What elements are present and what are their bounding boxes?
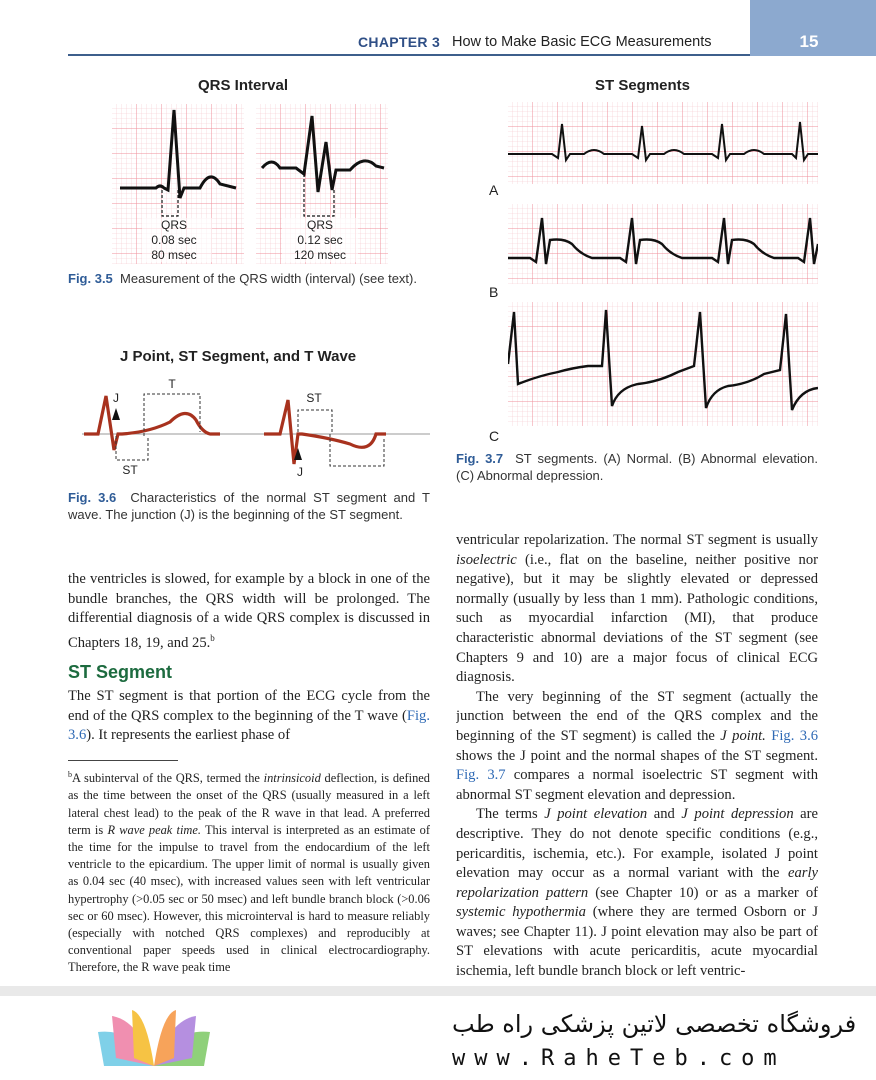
fig36-caption-text: Characteristics of the normal ST segment and T wave. The junction (J) is the beginning of the ST segment. bbox=[68, 490, 430, 522]
fig35-left-qrs: QRS bbox=[160, 218, 188, 232]
fig36-label-st2: ST bbox=[306, 391, 322, 405]
fig37-panel-b bbox=[508, 204, 818, 284]
right-p3-em4: systemic hypothermia bbox=[456, 904, 586, 921]
right-p3-d: (see Chapter 10) or as a marker of bbox=[588, 884, 818, 901]
right-p1-em: isoelectric bbox=[456, 551, 517, 568]
fig37-link[interactable]: Fig. 3.7 bbox=[456, 767, 506, 784]
fig35-right-ecg bbox=[256, 104, 388, 264]
right-para1 bbox=[456, 531, 818, 688]
right-p3-em1: J point elevation bbox=[544, 806, 648, 823]
right-p2-em: J point. bbox=[720, 727, 766, 744]
fig36-link-2[interactable]: Fig. 3.6 bbox=[771, 727, 818, 744]
page-number: 15 bbox=[799, 32, 819, 51]
fig35-left-msec: 80 msec bbox=[151, 248, 197, 262]
watermark-persian: فروشگاه تخصصی لاتین پزشکی راه طب bbox=[452, 1010, 857, 1038]
fig37-label-a: A bbox=[489, 182, 499, 198]
footnote-b: deflection, is defined as the time between the onset of the QRS (usually measured in a left lateral chest lead) to the peak of the R wave in that lead. A preferred term is bbox=[68, 771, 430, 837]
right-p2-a: The very beginning of the ST segment (actually the junction between the end of the QRS complex and the beginning of the ST segment) is called the bbox=[456, 688, 818, 744]
fig35-right-sec: 0.12 sec bbox=[297, 233, 343, 247]
left-para2-a: The ST segment is that portion of the ECG cycle from the end of the QRS complex to the beginning of the T wave ( bbox=[68, 688, 430, 724]
right-p3-e: (where they are termed Osborn or J waves; see Chapter 11). J point elevation may also be part of ST elevations with acute pericarditis, acute myocardial ischemia, left bundle branch block or left ventric- bbox=[456, 904, 818, 980]
right-p2-b: shows the J point and the normal shapes of the ST segment. bbox=[456, 747, 818, 764]
watermark-url: www.RaheTeb.com bbox=[452, 1046, 786, 1071]
fig37-panel-c bbox=[508, 302, 818, 426]
fig35-right-msec: 120 msec bbox=[293, 248, 347, 262]
left-para2 bbox=[68, 687, 430, 746]
fig36-title: J Point, ST Segment, and T Wave bbox=[120, 348, 357, 365]
fig35-left-sec: 0.08 sec bbox=[151, 233, 197, 247]
fig36-caption-label: Fig. 3.6 bbox=[68, 490, 117, 505]
header-rule bbox=[68, 54, 750, 56]
fig37-caption bbox=[456, 450, 818, 484]
fig35-caption-label: Fig. 3.5 bbox=[68, 271, 113, 286]
footnote-em2: R wave peak time. bbox=[107, 822, 201, 837]
right-p3-em3: early repolarization pattern bbox=[456, 865, 818, 901]
fig36-label-t: T bbox=[168, 377, 176, 391]
fig36-label-st1: ST bbox=[122, 463, 138, 477]
right-p1-a: ventricular repolarization. The normal ST segment is usually bbox=[456, 532, 818, 548]
left-para1-text: the ventricles is slowed, for example by a block in one of the bundle branches, the QRS width will be prolonged. The differential diagnosis of a wide QRS complex is discussed in Chapters 18, 19, and 25. bbox=[68, 571, 430, 651]
fig35-title: QRS Interval bbox=[198, 77, 289, 94]
right-p1-b: (i.e., flat on the baseline, neither positive nor negative), but it may be slightly elevated or depressed normally (usually by less than 1 mm). Pathologic conditions, such as myocardial infarction (MI), that produce characteristic abnormal deviations of the ST segment (see Chapters 9 and 10) are a major focus of clinical ECG diagnosis. bbox=[456, 551, 818, 686]
fig37-label-c: C bbox=[489, 428, 500, 444]
right-para2 bbox=[456, 688, 818, 806]
fig36-caption bbox=[68, 489, 430, 523]
book-logo-icon bbox=[94, 1008, 214, 1072]
fig37-caption-text: ST segments. (A) Normal. (B) Abnormal elevation. (C) Abnormal depression. bbox=[456, 451, 818, 483]
right-para3 bbox=[456, 805, 818, 981]
footnote-a: A subinterval of the QRS, termed the bbox=[72, 771, 264, 786]
right-column bbox=[456, 531, 818, 993]
left-para2-b: ). It represents the earliest phase of bbox=[86, 727, 291, 744]
right-p3-c: are descriptive. They do not denote specific conditions (e.g., pericarditis, ischemia, etc.). For example, isolated J point elevation may occur as a normal variant with the bbox=[456, 806, 818, 882]
fig35-right-qrs: QRS bbox=[306, 218, 334, 232]
fig37-title: ST Segments bbox=[595, 77, 691, 94]
footnote-c: This interval is interpreted as an estimate of the time for the impulse to travel from the endocardium of the left ventricle to the epicardium. The upper limit of normal is usually given as 0.04 sec (40 msec), with increased values seen with left ventricular hypertrophy (>0.05 sec or 50 msec) and left bundle branch block (>0.06 sec or 60 msec). However, this microinterval is hard to measure reliably (especially with notched QRS complexes) and reproducibly at conventional paper speeds used in clinical electrocardiography. Therefore, the R wave peak time bbox=[68, 822, 430, 975]
footnote bbox=[68, 766, 430, 992]
right-p3-a: The terms bbox=[476, 806, 545, 823]
footnote-sup: b bbox=[68, 770, 72, 779]
right-p2-c: compares a normal isoelectric ST segment with abnormal ST segment elevation and depression. bbox=[456, 767, 818, 803]
left-para1-sup: b bbox=[210, 632, 215, 643]
fig35-caption-text: Measurement of the QRS width (interval) (see text). bbox=[120, 271, 417, 286]
fig37-label-b: B bbox=[489, 284, 499, 300]
fig36-label-j2: J bbox=[297, 465, 303, 479]
footnote-rule bbox=[68, 760, 178, 761]
right-p3-em2: J point depression bbox=[681, 806, 794, 823]
fig37-panel-a bbox=[508, 102, 818, 184]
fig35-left-ecg bbox=[112, 104, 244, 264]
chapter-label: CHAPTER 3 bbox=[358, 34, 441, 50]
section-heading: ST Segment bbox=[68, 662, 173, 682]
fig36-diagram bbox=[80, 372, 434, 482]
fig36-label-j1: J bbox=[113, 391, 119, 405]
footnote-em1: intrinsicoid bbox=[263, 771, 321, 786]
chapter-title: How to Make Basic ECG Measurements bbox=[452, 34, 712, 50]
fig35-caption bbox=[68, 270, 430, 287]
right-p3-b: and bbox=[647, 806, 682, 823]
fig37-caption-label: Fig. 3.7 bbox=[456, 451, 504, 466]
left-para1 bbox=[68, 570, 430, 653]
fig36-link[interactable]: Fig. 3.6 bbox=[68, 707, 430, 744]
